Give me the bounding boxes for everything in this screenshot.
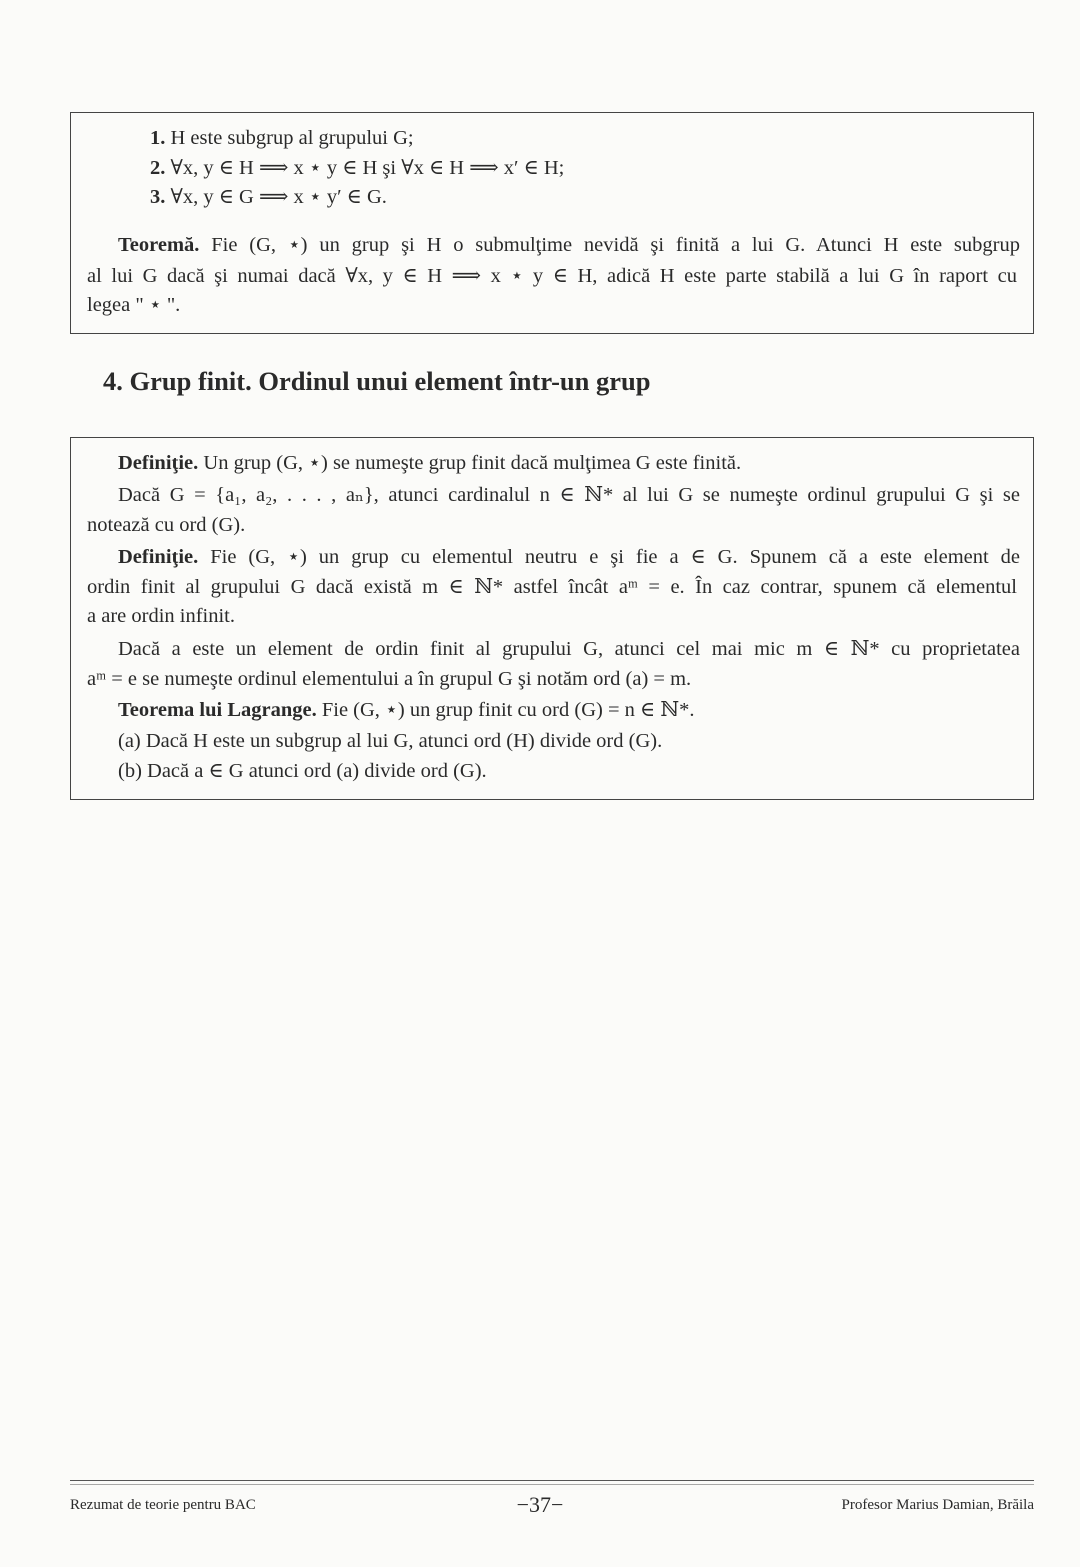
lagrange-item-a: (a) Dacă H este un subgrup al lui G, atunci ord (H) divide ord (G). bbox=[118, 730, 663, 752]
footer-rule bbox=[70, 1480, 1034, 1481]
cardinal-line-2: notează cu ord (G). bbox=[87, 514, 246, 536]
section-title: 4. Grup finit. Ordinul unui element într-un grup bbox=[103, 366, 651, 396]
footer-right: Profesor Marius Damian, Brăila bbox=[841, 1497, 1034, 1513]
theorem-line-2: al lui G dacă şi numai dacă ∀x, y ∈ H ⟹ x ⋆ y ∈ H, adică H este parte stabilă a lui G în raport cu bbox=[87, 265, 1017, 287]
cardinal-line-1: Dacă G = {a₁, a₂, . . . , aₙ}, atunci cardinalul n ∈ ℕ* al lui G se numeşte ordinul grupului G şi se bbox=[118, 484, 1020, 506]
element-order-line-1: Dacă a este un element de ordin finit al grupului G, atunci cel mai mic m ∈ ℕ* cu proprietatea bbox=[118, 638, 1020, 660]
lagrange-theorem: Teorema lui Lagrange. Fie (G, ⋆) un grup finit cu ord (G) = n ∈ ℕ*. bbox=[118, 699, 695, 721]
criterion-item-2: 2. ∀x, y ∈ H ⟹ x ⋆ y ∈ H şi ∀x ∈ H ⟹ x′ ∈ H; bbox=[150, 157, 565, 179]
page-number: −37− bbox=[516, 1492, 564, 1517]
definition-order-line-1: Definiţie. Fie (G, ⋆) un grup cu elementul neutru e şi fie a ∈ G. Spunem că a este element de bbox=[118, 546, 1020, 568]
footer-rule-thin bbox=[70, 1484, 1034, 1485]
theorem-line-3: legea " ⋆ ". bbox=[87, 294, 181, 316]
criterion-item-3: 3. ∀x, y ∈ G ⟹ x ⋆ y′ ∈ G. bbox=[150, 186, 387, 208]
theorem-label: Teoremă. bbox=[118, 234, 200, 256]
criterion-item-1: 1. H este subgrup al grupului G; bbox=[150, 127, 414, 149]
lagrange-item-b: (b) Dacă a ∈ G atunci ord (a) divide ord (G). bbox=[118, 760, 487, 782]
footer-left: Rezumat de teorie pentru BAC bbox=[70, 1497, 256, 1513]
theorem-line-1: Teoremă. Fie (G, ⋆) un grup şi H o submulţime nevidă şi finită a lui G. Atunci H este subgrup bbox=[118, 234, 1020, 256]
definition-finite-group: Definiţie. Un grup (G, ⋆) se numeşte grup finit dacă mulţimea G este finită. bbox=[118, 452, 742, 474]
definition-order-line-2: ordin finit al grupului G dacă există m ∈ ℕ* astfel încât aᵐ = e. În caz contrar, spunem că elementul bbox=[87, 576, 1017, 598]
definition-order-line-3: a are ordin infinit. bbox=[87, 605, 236, 627]
element-order-line-2: aᵐ = e se numeşte ordinul elementului a în grupul G şi notăm ord (a) = m. bbox=[87, 668, 692, 690]
